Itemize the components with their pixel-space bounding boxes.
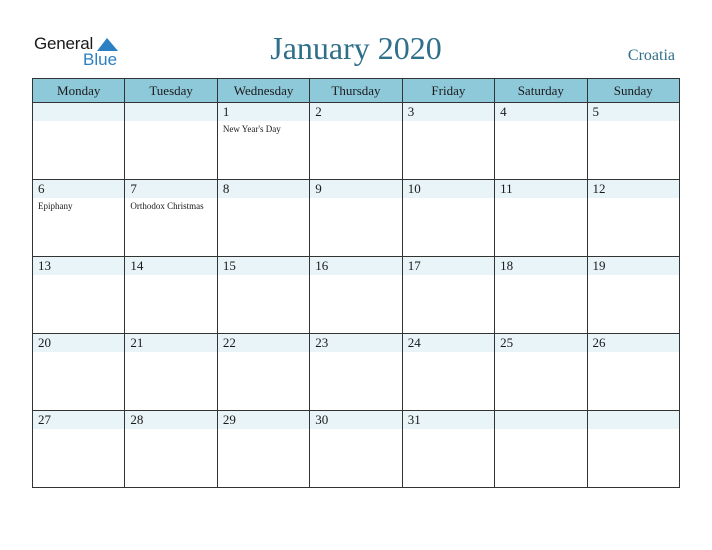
day-header-band (125, 180, 216, 198)
day-cell (310, 257, 402, 334)
week-row (33, 257, 680, 334)
day-number: 27 (38, 412, 51, 427)
day-cell (33, 103, 125, 180)
day-number: 5 (592, 104, 600, 119)
day-cell (217, 411, 309, 488)
day-cell (495, 180, 587, 257)
day-header-band (218, 103, 309, 121)
holiday-label: Epiphany (38, 201, 73, 211)
day-cell (125, 334, 217, 411)
day-cell (310, 411, 402, 488)
day-cell (402, 180, 494, 257)
day-cell (495, 257, 587, 334)
day-number: 2 (315, 104, 322, 119)
week-row (33, 180, 680, 257)
day-number: 25 (500, 335, 514, 350)
logo-general-text: General (34, 34, 94, 53)
day-cell (310, 180, 402, 257)
day-number: 11 (500, 181, 513, 196)
weekday-header: Wednesday (217, 79, 309, 103)
week-row (33, 411, 680, 488)
day-number: 31 (407, 412, 421, 427)
day-number: 1 (222, 104, 230, 119)
day-header-band (33, 103, 124, 121)
weekday-header: Monday (33, 79, 125, 103)
day-header-band (495, 411, 586, 429)
day-cell (33, 180, 125, 257)
day-number: 14 (130, 258, 144, 273)
day-cell (125, 180, 217, 257)
week-row (33, 334, 680, 411)
day-number: 9 (315, 181, 322, 196)
day-number: 3 (407, 104, 415, 119)
day-number: 29 (222, 412, 236, 427)
holiday-label: Orthodox Christmas (130, 201, 204, 211)
day-number: 24 (407, 335, 421, 350)
day-cell (125, 103, 217, 180)
day-cell (495, 411, 587, 488)
day-cell (125, 257, 217, 334)
day-cell (402, 103, 494, 180)
logo-blue-text: Blue (83, 50, 118, 69)
calendar-title: January 2020 (270, 30, 442, 66)
day-cell (217, 180, 309, 257)
day-cell (495, 103, 587, 180)
day-number: 8 (222, 181, 230, 196)
day-number: 7 (130, 181, 137, 196)
weekday-header: Friday (402, 79, 494, 103)
day-number: 30 (315, 412, 329, 427)
day-number: 20 (38, 335, 51, 350)
day-number: 6 (38, 181, 45, 196)
day-number: 15 (222, 258, 236, 273)
day-cell (587, 411, 679, 488)
day-number: 21 (130, 335, 144, 350)
day-header-band (495, 103, 586, 121)
day-number: 23 (315, 335, 329, 350)
day-cell (310, 334, 402, 411)
weekday-header: Sunday (587, 79, 679, 103)
day-header-band (33, 180, 124, 198)
day-cell (310, 103, 402, 180)
day-number: 18 (500, 258, 514, 273)
day-number: 13 (38, 258, 51, 273)
day-header-band (588, 103, 679, 121)
day-number: 26 (592, 335, 606, 350)
calendar-grid (32, 78, 680, 488)
country-label: Croatia (627, 47, 675, 64)
day-cell (217, 257, 309, 334)
day-header-band (218, 180, 309, 198)
day-cell (217, 334, 309, 411)
day-cell (33, 257, 125, 334)
day-number: 10 (407, 181, 421, 196)
day-cell (495, 334, 587, 411)
day-cell (587, 180, 679, 257)
day-cell (587, 334, 679, 411)
day-number: 22 (222, 335, 236, 350)
holiday-label: New Year's Day (222, 124, 281, 134)
day-cell (587, 257, 679, 334)
weekday-header: Saturday (495, 79, 587, 103)
day-header-band (588, 411, 679, 429)
day-cell (402, 257, 494, 334)
day-number: 19 (592, 258, 606, 273)
day-number: 16 (315, 258, 329, 273)
day-header-band (403, 103, 494, 121)
day-cell (402, 334, 494, 411)
day-cell (217, 103, 309, 180)
day-cell (402, 411, 494, 488)
weekday-header: Tuesday (125, 79, 217, 103)
day-number: 28 (130, 412, 144, 427)
day-number: 4 (500, 104, 507, 119)
weekday-header: Thursday (310, 79, 402, 103)
day-cell (33, 411, 125, 488)
day-number: 12 (592, 181, 606, 196)
week-row (33, 103, 680, 180)
day-header-band (125, 103, 216, 121)
day-header-band (310, 180, 401, 198)
day-header-band (310, 103, 401, 121)
day-number: 17 (407, 258, 421, 273)
day-cell (587, 103, 679, 180)
weekday-header-row (33, 79, 680, 103)
day-cell (125, 411, 217, 488)
day-cell (33, 334, 125, 411)
